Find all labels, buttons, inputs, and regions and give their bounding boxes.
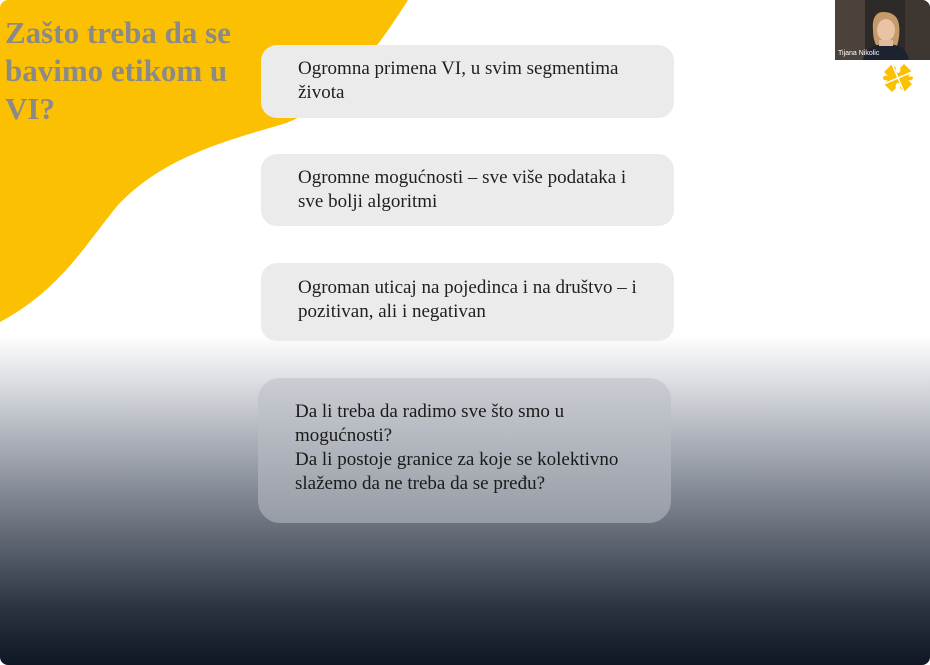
bullet-card-2 [261,154,674,226]
participant-name: Tijana Nikolic [838,50,880,57]
bullet-card-3-text: Ogroman uticaj na pojedinca i na društvo – i pozitivan, ali i negativan [298,277,637,322]
puzzle-logo-icon [878,58,920,98]
participant-video-tile[interactable] [835,0,930,60]
bullet-card-2-text: Ogromne mogućnosti – sve više podataka i sve bolji algoritmi [298,167,627,212]
bullet-card-1 [261,45,674,118]
question-2-text: Da li postoje granice za koje se kolektivno slažemo da ne treba da se pređu? [295,449,619,494]
bullet-card-3 [261,263,674,341]
question-card [258,378,671,523]
slide-title: Zašto treba da se bavimo etikom u VI? [5,15,231,126]
bullet-card-1-text: Ogromna primena VI, u svim segmentima života [298,58,619,103]
question-1-text: Da li treba da radimo sve što smo u mogućnosti? [295,401,565,446]
